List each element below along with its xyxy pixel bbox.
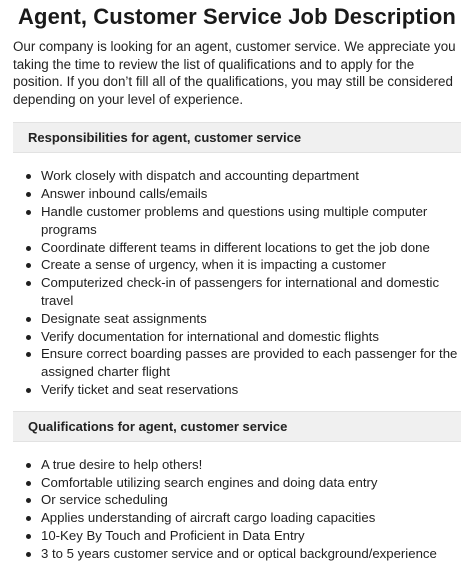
list-item: Handle customer problems and questions using multiple computer programs [25, 203, 461, 239]
list-item: Computerized check-in of passengers for international and domestic travel [25, 274, 461, 310]
list-item: Applies understanding of aircraft cargo loading capacities [25, 509, 461, 527]
list-item: 10-Key By Touch and Proficient in Data Entry [25, 527, 461, 545]
list-item: Create a sense of urgency, when it is impacting a customer [25, 256, 461, 274]
list-item: Coordinate different teams in different locations to get the job done [25, 239, 461, 257]
responsibilities-list [13, 167, 461, 398]
list-item: Designate seat assignments [25, 310, 461, 328]
list-item: Verify ticket and seat reservations [25, 381, 461, 399]
list-item: Or service scheduling [25, 491, 461, 509]
list-item: Comfortable utilizing search engines and doing data entry [25, 474, 461, 492]
list-item: 3 to 5 years customer service and or optical background/experience [25, 545, 461, 563]
qualifications-heading [13, 411, 461, 442]
list-item: Answer inbound calls/emails [25, 185, 461, 203]
list-item: A true desire to help others! [25, 456, 461, 474]
list-item: Verify documentation for international and domestic flights [25, 328, 461, 346]
qualifications-list [13, 456, 461, 563]
intro-paragraph: Our company is looking for an agent, customer service. We appreciate you taking the time to review the list of qualifications and to apply for the position. If you don’t fill all of the qualifications, you may still be considered depending on your level of experience. [13, 39, 456, 107]
responsibilities-heading [13, 122, 461, 153]
list-item: Work closely with dispatch and accounting department [25, 167, 461, 185]
responsibilities-heading-label: Responsibilities for agent, customer service [28, 130, 302, 146]
qualifications-heading-label: Qualifications for agent, customer service [28, 418, 288, 434]
list-item: Ensure correct boarding passes are provided to each passenger for the assigned charter flight [25, 345, 461, 381]
page-title: Agent, Customer Service Job Description [18, 4, 456, 29]
